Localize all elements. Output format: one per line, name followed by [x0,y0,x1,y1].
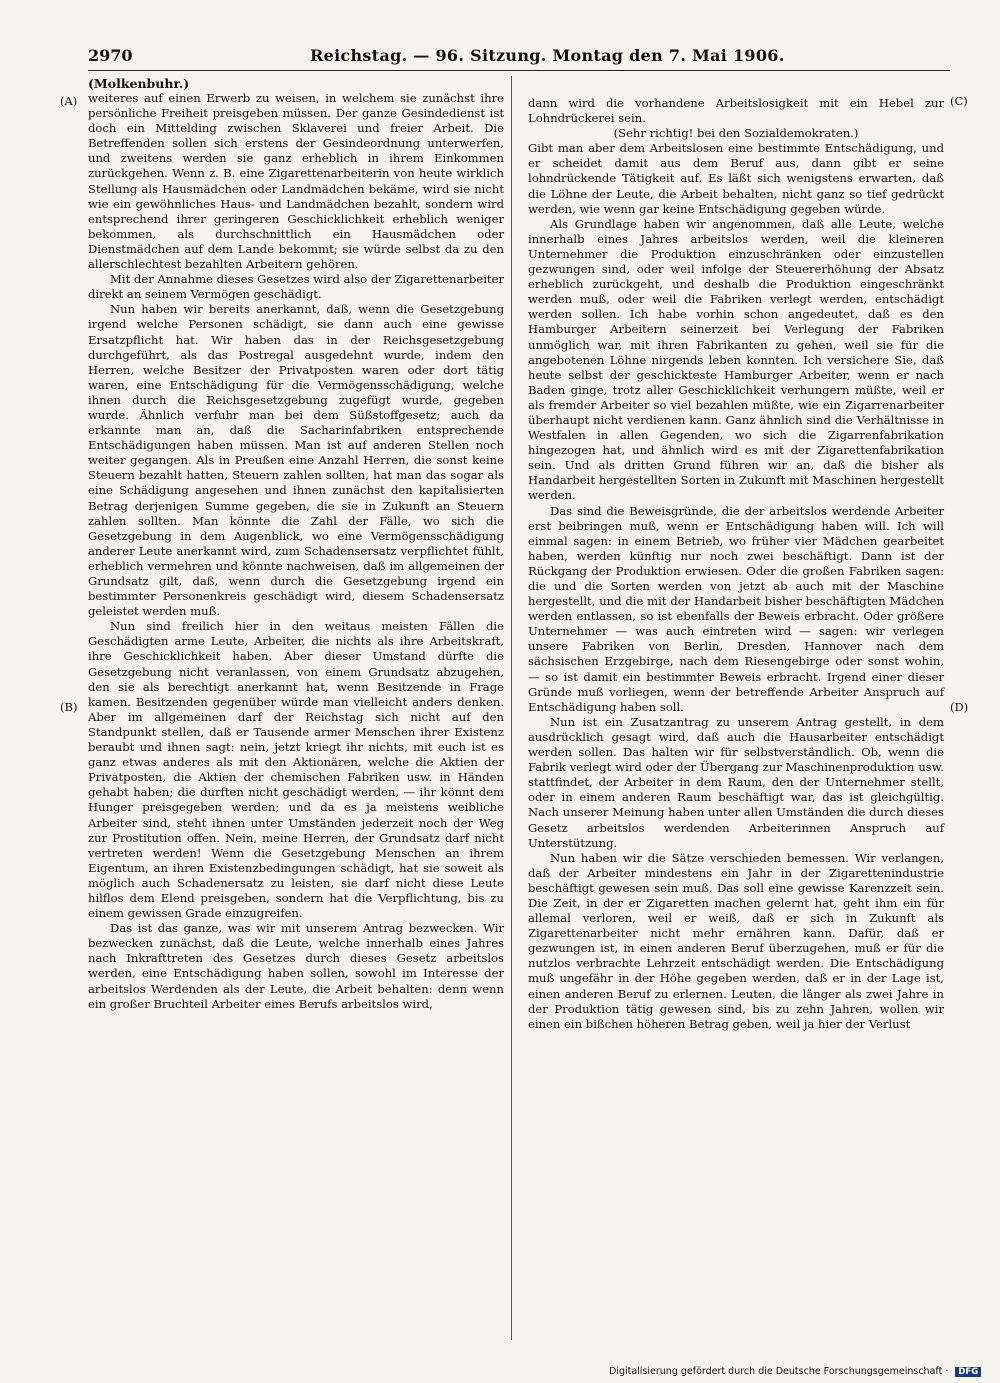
paragraph: Das ist das ganze, was wir mit unserem Antrag bezwecken. Wir bezwecken zunächst, daß die Leute, welche innerhalb eines Jahres nach Inkrafttreten des Gesetzes durch dieses Gesetz arbeitslos werden, eine Entschädigung haben sollen, sowohl im Interesse der arbeitslos Werdenden als der Leute, die Arbeit behalten: denn wenn ein großer Bruchteil Arbeiter eines Berufs arbeitslos wird, [88,921,504,1011]
page-number: 2970 [88,46,133,65]
paragraph: Als Grundlage haben wir angenommen, daß alle Leute, welche innerhalb eines Jahres arbeitslos werden, weil die kleineren Unternehmer die Produktion einzuschränken oder einzustellen gezwungen sind, oder weil infolge der Steuererhöhung der Absatz erheblich zurückgeht, und deshalb die Produktion eingeschränkt werden muß, oder weil die Fabriken verlegt werden, entschädigt werden sollen. Ich habe vorhin schon angedeutet, daß es den Hamburger Arbeitern seinerzeit bei Verlegung der Fabriken unmöglich war, mit ihren Fabrikanten zu gehen, weil sie für die angebotenen Löhne nirgends leben konnten. Ich versichere Sie, daß heute selbst der geschickteste Hamburger Arbeiter, wenn er nach Baden ginge, trotz aller Geschicklichkeit verhungern müßte, weil er als fremder Arbeiter so viel bezahlen müßte, wie ein Zigarrenarbeiter überhaupt nicht verdienen kann. Ganz ähnlich sind die Verhältnisse in Westfalen in allen Gegenden, wo sich die Zigarrenfabrikation hingezogen hat, und ähnlich wird es mit der Zigarettenfabrikation sein. Und als dritten Grund führen wir an, daß die bisher als Handarbeit hergestellten Sorten in Zukunft mit Maschinen hergestellt werden. [528,216,944,503]
margin-marker-c: (C) [950,94,968,108]
footer [609,1366,981,1377]
paragraph: Nun haben wir bereits anerkannt, daß, wenn die Gesetzgebung irgend welche Personen schädigt, sie dann auch eine gewisse Ersatzpflicht hat. Wir haben das in der Reichsgesetzgebung durchgeführt, als das Postregal ausgedehnt wurde, indem den Herren, welche Besitzer der Privatposten waren oder dort tätig waren, eine Entschädigung für die Vermögensschädigung, welche ihnen durch die Reichsgesetzgebung zugefügt wurde, gegeben wurde. Ähnlich verfuhr man bei dem Süßstoffgesetz; auch da erkannte man an, daß die Sacharinfabriken entsprechende Entschädigungen haben müssen. Man ist auf anderen Stellen noch weiter gegangen. Als in Preußen eine Anzahl Herren, die sonst keine Steuern bezahlt hatten, Steuern zahlen sollten, hat man das sogar als eine Schädigung angesehen und ihnen zunächst den kapitalisierten Betrag derjenigen Summe gegeben, die sie in Zukunft an Steuern zahlen sollten. Man könnte die Zahl der Fälle, wo sich die Gesetzgebung in dem Augenblick, wo eine Vermögensschädigung anderer Leute anerkannt wird, zum Schadensersatz verpflichtet fühlt, erheblich vermehren und könnte nachweisen, daß im allgemeinen der Grundsatz gilt, daß, wenn durch die Gesetzgebung irgend ein bestimmter Personenkreis geschädigt wird, diesem Schadensersatz geleistet werden muß. [88,302,504,619]
paragraph: Mit der Annahme dieses Gesetzes wird also der Zigarettenarbeiter direkt an seinem Vermögen geschädigt. [88,272,504,302]
interjection: (Sehr richtig! bei den Sozialdemokraten.) [613,126,859,141]
speaker-label: (Molkenbuhr.) [88,76,190,91]
paragraph: dann wird die vorhandene Arbeitslosigkeit mit ein Hebel zur Lohndrückerei sein. [528,96,944,126]
paragraph: weiteres auf einen Erwerb zu weisen, in welchem sie zunächst ihre persönliche Freiheit preisgeben müssen. Der ganze Gesindedienst ist doch ein Mittelding zwischen Sklaverei und freier Arbeit. Die Betreffenden sollen sich erstens der Gesindeordnung unterwerfen, und zweitens werden sie ganz erheblich in ihrem Einkommen zurückgehen. Wenn z. B. eine Zigarettenarbeiterin von heute wirklich Stellung als Hausmädchen oder Landmädchen bekäme, wird sie nicht wie ein gewöhnliches Haus- und Landmädchen bezahlt, sondern wird entsprechend ihrer geringeren Geschicklichkeit erheblich weniger bekommen, als durchschnittlich ein Hausmädchen oder Dienstmädchen auf dem Lande bekommt; sie würde selbst da zu den allerschlechtest bezahlten Arbeitern gehören. [88,91,504,272]
footer-text: Digitalisierung gefördert durch die Deutsche Forschungsgemeinschaft · [609,1366,949,1377]
margin-marker-b: (B) [60,700,78,714]
column-divider [511,76,512,1340]
margin-marker-a: (A) [60,94,78,108]
page-header [88,46,950,70]
right-column [528,96,944,1032]
paragraph: Nun haben wir die Sätze verschieden bemessen. Wir verlangen, daß der Arbeiter mindestens ein Jahr in der Zigarettenindustrie beschäftigt gewesen sein muß. Das soll eine gewisse Karenzzeit sein. Die Zeit, in der er Zigaretten machen gelernt hat, geht ihm ein für allemal verloren, weil er weiß, daß er sich in Zukunft als Zigarettenarbeiter nicht mehr ernähren kann. Dafür, daß er gezwungen ist, in einen anderen Beruf überzugehen, muß er für die nutzlos verbrachte Lehrzeit entschädigt werden. Die Entschädigung muß ungefähr in der Höhe gegeben werden, daß er in der Lage ist, einen anderen Beruf zu erlernen. Leuten, die länger als zwei Jahre in der Produktion tätig gewesen sind, bis zu zehn Jahren, wollen wir einen ein bißchen höheren Betrag geben, weil ja hier der Verlust [528,850,944,1031]
paragraph: Nun ist ein Zusatzantrag zu unserem Antrag gestellt, in dem ausdrücklich gesagt wird, daß auch die Hausarbeiter entschädigt werden sollen. Das halten wir für selbstverständlich. Ob, wenn die Fabrik verlegt wird oder der Übergang zur Maschinenproduktion usw. stattfindet, der Arbeiter in dem Raum, den der Unternehmer stellt, oder in einem anderen Raum beschäftigt war, das ist gleichgültig. Nach unserer Meinung haben unter allen Umständen die durch dieses Gesetz arbeitslos werdenden Arbeiterinnen Anspruch auf Unterstützung. [528,714,944,850]
header-rule [88,70,950,71]
paragraph: Das sind die Beweisgründe, die der arbeitslos werdende Arbeiter erst beibringen muß, wenn er Entschädigung haben will. Ich will einmal sagen: in einem Betrieb, wo früher vier Mädchen gearbeitet haben, werden künftig nur noch zwei beschäftigt. Dann ist der Rückgang der Produktion erwiesen. Oder die großen Fabriken sagen: die und die Sorten werden von jetzt ab auch mit der Maschine hergestellt, und die mit der Handarbeit bisher beschäftigten Mädchen werden entlassen, so ist ebenfalls der Beweis erbracht. Oder größere Unternehmer — was auch eintreten wird — sagen: wir verlegen unsere Fabriken von Berlin, Dresden, Hannover nach dem sächsischen Erzgebirge, nach dem Riesengebirge oder sonst wohin, — so ist damit ein bestimmter Beweis erbracht. Irgend einer dieser Gründe muß vorliegen, wenn der betreffende Arbeiter Anspruch auf Entschädigung haben soll. [528,503,944,714]
paragraph: Nun sind freilich hier in den weitaus meisten Fällen die Geschädigten arme Leute, Arbeiter, die nichts als ihre Arbeitskraft, ihre Geschicklichkeit haben. Aber dieser Umstand dürfte die Gesetzgebung nicht veranlassen, von einem Grundsatz abzugehen, den sie als berechtigt anerkannt hat, wenn Besitzende in Frage kamen. Besitzenden gegenüber würde man vielleicht anders denken. Aber im allgemeinen darf der Reichstag sich nicht auf den Standpunkt stellen, daß er Tausende armer Menschen ihrer Existenz beraubt und ihnen sagt: nein, jetzt kriegt ihr nichts, mit euch ist es ganz etwas anderes als mit den Aktionären, welche die Aktien der Privatposten, die Aktien der chemischen Fabriken usw. in Händen gehabt haben; die durften nicht geschädigt werden, — ihr könnt dem Hunger preisgegeben werden; und da es ja meistens weibliche Arbeiter sind, steht ihnen unter Umständen jederzeit noch der Weg zur Prostitution offen. Nein, meine Herren, der Grundsatz darf nicht vertreten werden! Wenn die Gesetzgebung Menschen an ihrem Eigentum, an ihren Existenzbedingungen schädigt, hat sie soweit als möglich auch Schadenersatz zu leisten, sie darf nicht diese Leute hilflos dem Elend preisgeben, sondern hat die Verpflichtung, bis zu einem gewissen Grade einzugreifen. [88,619,504,921]
margin-marker-d: (D) [950,700,969,714]
paragraph: Gibt man aber dem Arbeitslosen eine bestimmte Entschädigung, und er scheidet damit aus dem Beruf aus, dann gibt er seine lohndrückende Tätigkeit auf. Es läßt sich wenigstens erwarten, daß die Löhne der Leute, die Arbeit behalten, nicht ganz so tief gedrückt werden, wie wenn gar keine Entschädigung gegeben würde. [528,141,944,216]
dfg-logo: DFG [955,1367,981,1377]
left-column [88,76,504,1012]
running-title: Reichstag. — 96. Sitzung. Montag den 7. Mai 1906. [310,46,785,65]
